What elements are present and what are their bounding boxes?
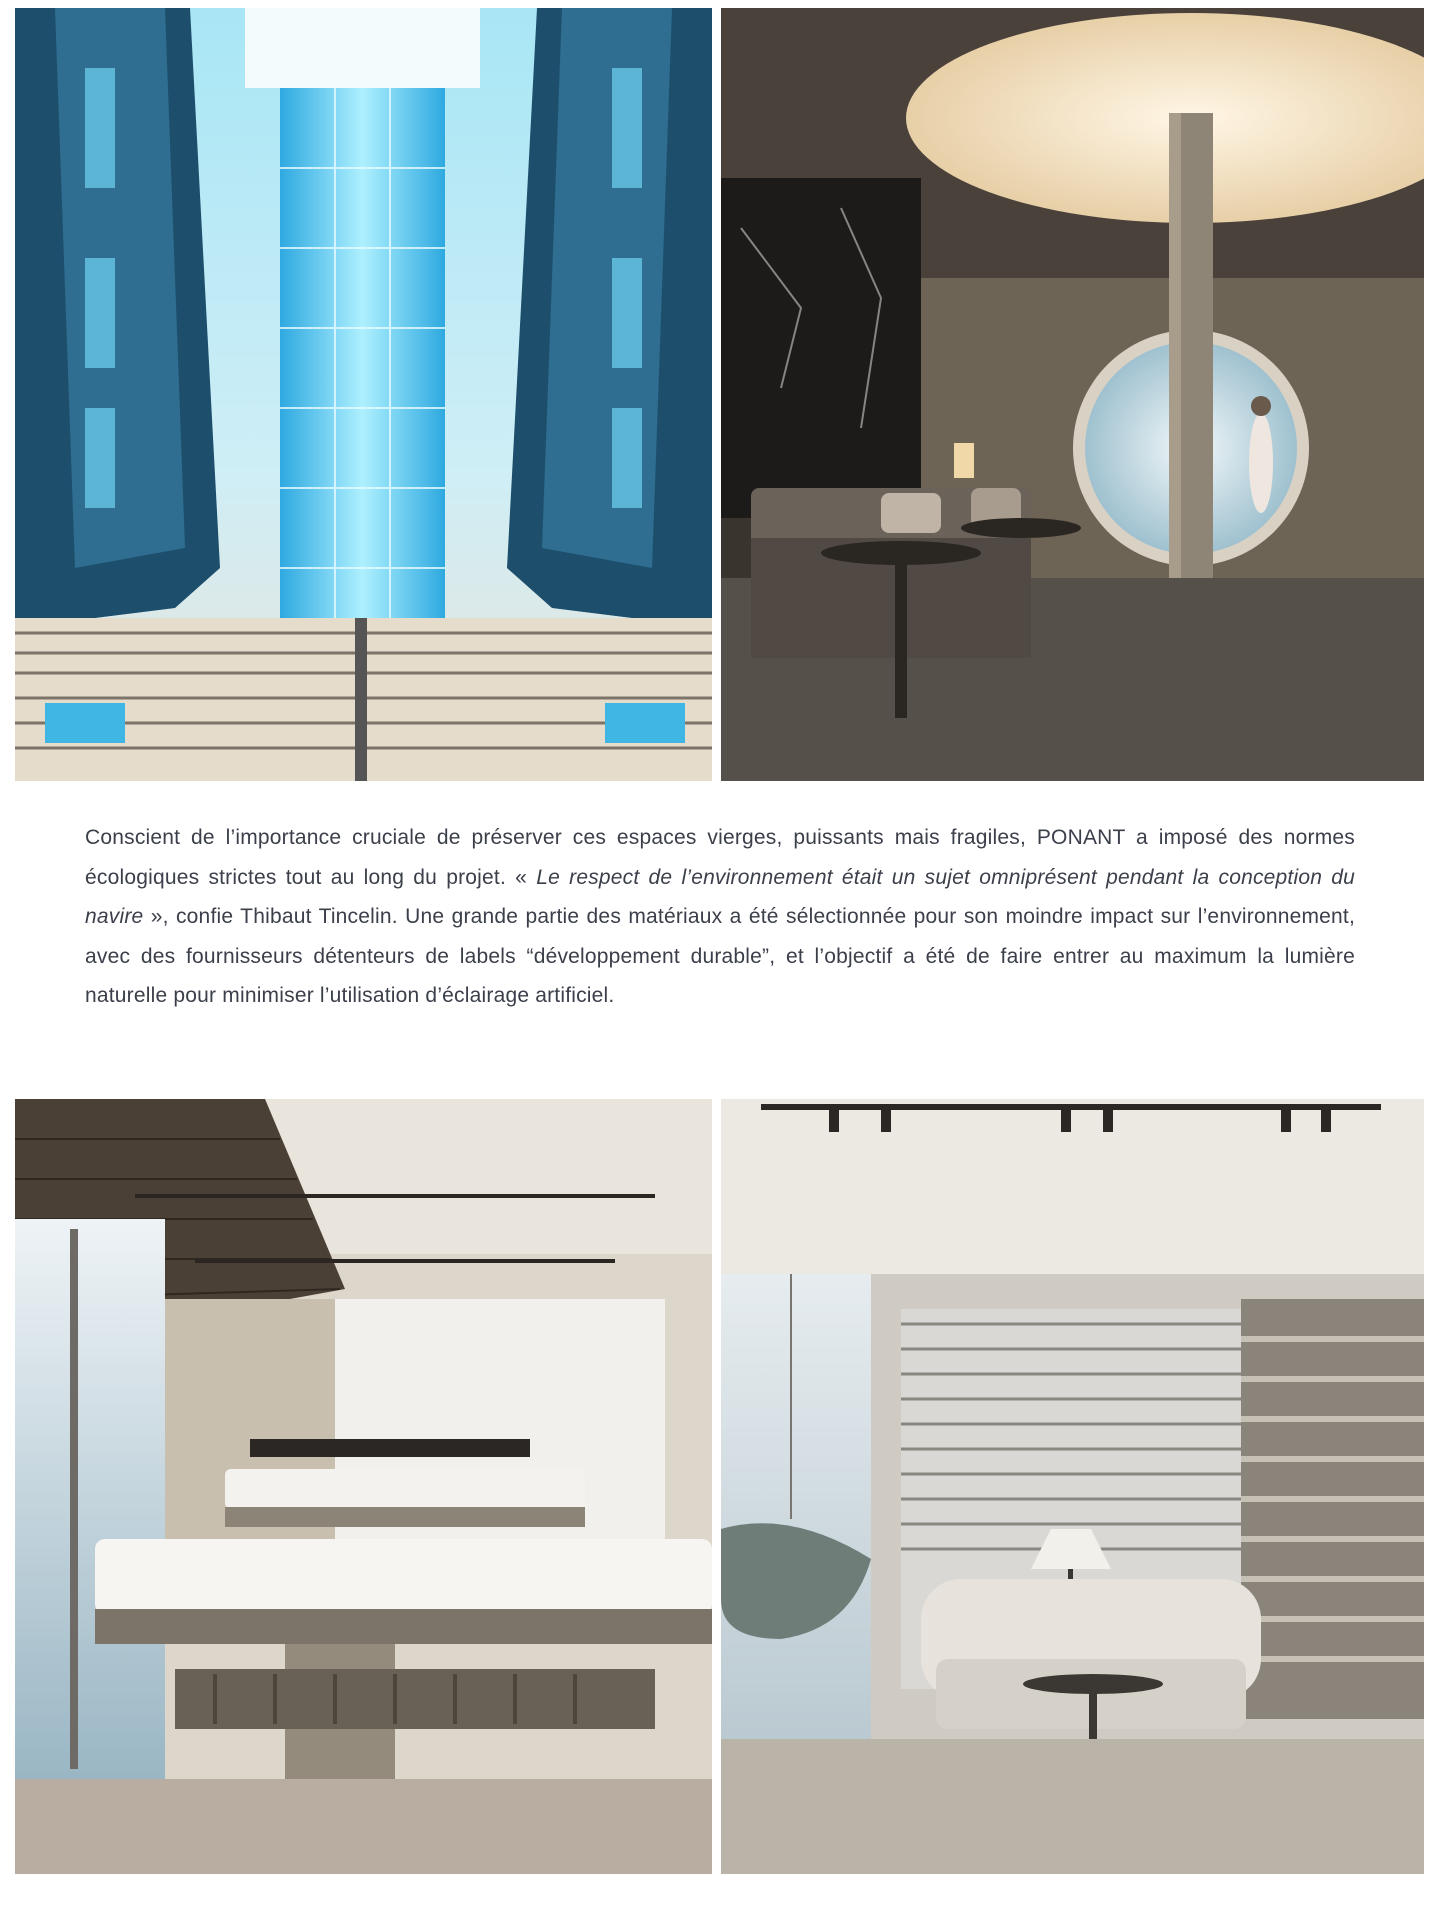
- paragraph-text-intro: Conscient de l’importance cruciale de préserver ces espaces vierges, puissants mais fragiles, PONANT a imposé des normes écologiques strictes tout au long du projet. «: [85, 826, 1355, 889]
- lounge-photo: [721, 8, 1424, 781]
- relaxation-area-photo: [721, 1099, 1424, 1874]
- paragraph-text-rest: », confie Thibaut Tincelin. Une grande partie des matériaux a été sélectionnée pour son moindre impact sur l’environnement, avec des fournisseurs détenteurs de labels “développement durable”, et l’objectif a été de faire entrer au maximum la lumière naturelle pour minimiser l’utilisation d’éclairage artificiel.: [85, 905, 1355, 1007]
- spa-treatment-photo: [15, 1099, 712, 1874]
- atrium-photo: [15, 8, 712, 781]
- body-paragraph: [85, 818, 1355, 1016]
- paragraph-quote: Le respect de l’environnement était un sujet omniprésent pendant la conception du navire: [85, 865, 1355, 928]
